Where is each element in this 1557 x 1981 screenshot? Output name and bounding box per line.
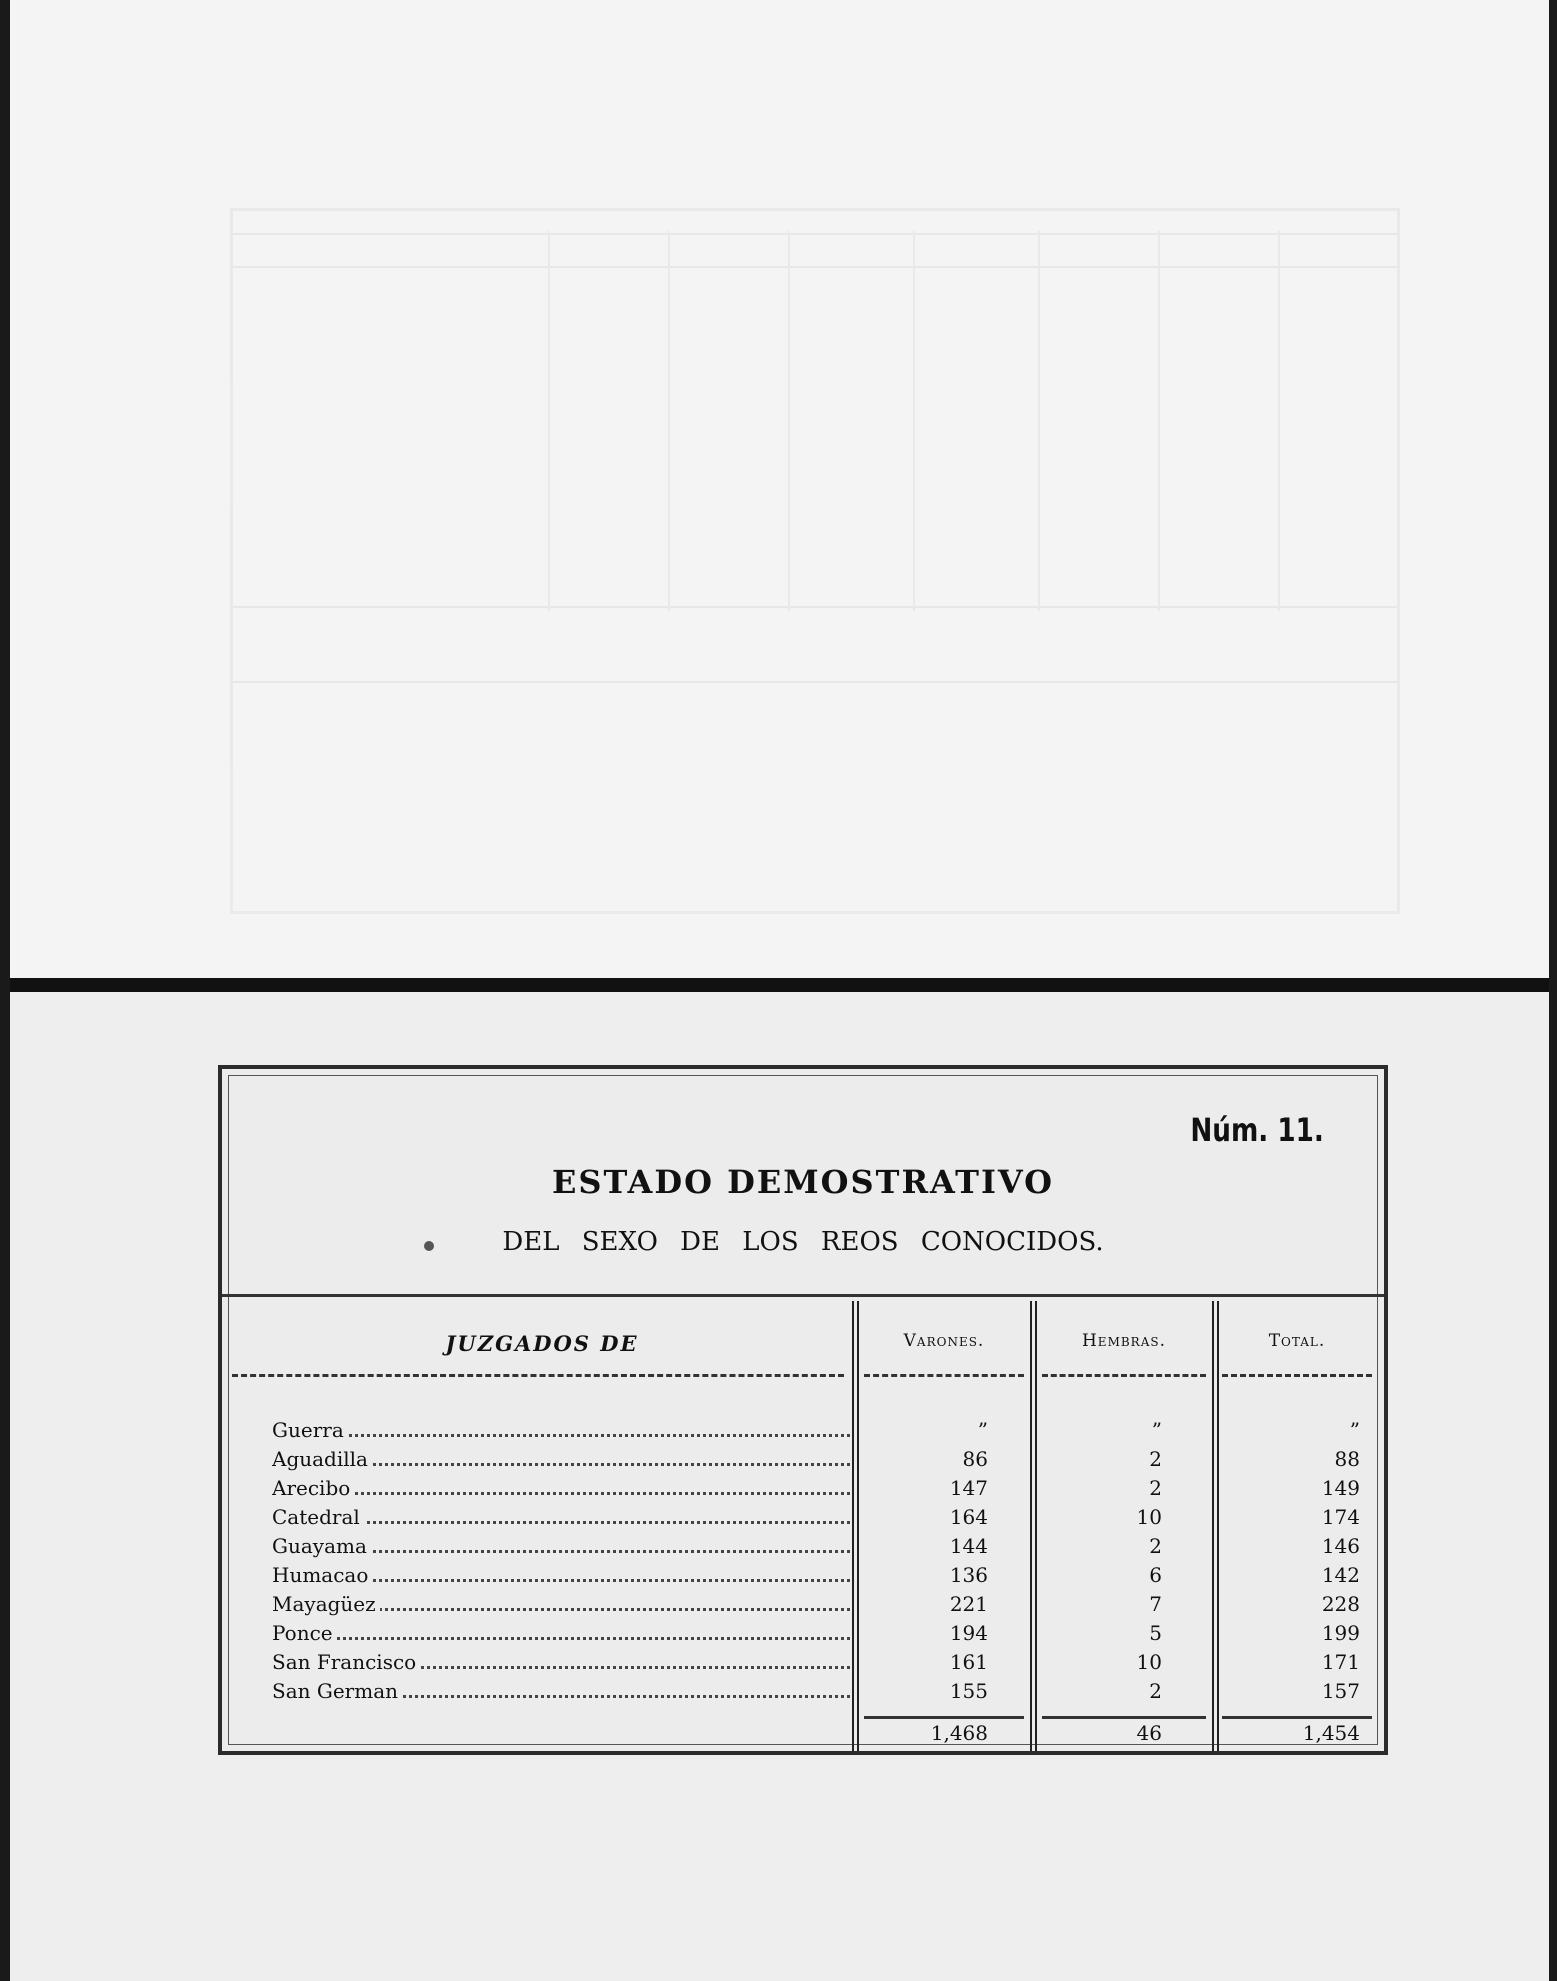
- hembras-value: 2: [1149, 1447, 1162, 1471]
- juzgado-name: Mayagüez: [272, 1592, 380, 1616]
- header-total: Total.: [1268, 1331, 1326, 1351]
- table-row: [272, 1561, 850, 1590]
- juzgado-name: San German: [272, 1679, 402, 1703]
- header-hembras: Hembras.: [1081, 1331, 1167, 1351]
- table-row: [272, 1532, 850, 1561]
- total-value: 171: [1321, 1650, 1360, 1674]
- header-varones: Varones.: [903, 1331, 985, 1351]
- upper-page: [8, 0, 1550, 980]
- table-row: [272, 1416, 850, 1445]
- table-row: [272, 1503, 850, 1532]
- sum-varones: 1,468: [930, 1721, 988, 1745]
- header-rule: [222, 1294, 1384, 1297]
- ditto-mark: ”: [1151, 1418, 1162, 1442]
- scan-edge-left: [0, 0, 10, 1981]
- hembras-value: 2: [1149, 1534, 1162, 1558]
- table-number: Núm. 11.: [1190, 1111, 1324, 1149]
- varones-value: 161: [949, 1650, 988, 1674]
- table-frame: [218, 1065, 1388, 1755]
- table-row: [272, 1590, 850, 1619]
- header-juzgados: JUZGADOS DE: [445, 1331, 639, 1356]
- juzgado-name: Aguadilla: [272, 1447, 372, 1471]
- total-value: 157: [1321, 1679, 1360, 1703]
- juzgado-name: Humacao: [272, 1563, 372, 1587]
- table-row: [272, 1648, 850, 1677]
- hembras-column: [1102, 1416, 1162, 1706]
- hembras-value: 10: [1136, 1650, 1162, 1674]
- ditto-mark: ”: [1349, 1418, 1360, 1442]
- column-divider: [1212, 1301, 1214, 1751]
- varones-value: 194: [949, 1621, 988, 1645]
- juzgado-name: Catedral: [272, 1505, 364, 1529]
- total-value: 199: [1321, 1621, 1360, 1645]
- sum-total: 1,454: [1302, 1721, 1360, 1745]
- table-subtitle: DEL SEXO DE LOS REOS CONOCIDOS.: [502, 1227, 1104, 1257]
- juzgado-name: Guayama: [272, 1534, 371, 1558]
- page-divider: [0, 978, 1557, 992]
- total-column: [1282, 1416, 1360, 1706]
- varones-value: 221: [949, 1592, 988, 1616]
- varones-column: [912, 1416, 988, 1706]
- varones-value: 86: [962, 1447, 988, 1471]
- varones-value: 144: [949, 1534, 988, 1558]
- sum-rule: [1042, 1716, 1206, 1719]
- varones-value: 136: [949, 1563, 988, 1587]
- column-divider: [852, 1301, 854, 1751]
- varones-value: 155: [949, 1679, 988, 1703]
- juzgado-name: Guerra: [272, 1418, 348, 1442]
- hembras-value: 2: [1149, 1476, 1162, 1500]
- header-underline: [1042, 1374, 1206, 1377]
- header-underline: [232, 1374, 844, 1377]
- total-value: 149: [1321, 1476, 1360, 1500]
- varones-value: 147: [949, 1476, 988, 1500]
- sum-rule: [1222, 1716, 1372, 1719]
- hembras-value: 6: [1149, 1563, 1162, 1587]
- hembras-value: 5: [1149, 1621, 1162, 1645]
- juzgado-name: Arecibo: [272, 1476, 354, 1500]
- table-row: [272, 1445, 850, 1474]
- scan-edge-right: [1549, 0, 1557, 1981]
- hembras-value: 10: [1136, 1505, 1162, 1529]
- total-value: 88: [1334, 1447, 1360, 1471]
- table-title: ESTADO DEMOSTRATIVO: [551, 1163, 1055, 1201]
- sum-hembras: 46: [1136, 1721, 1162, 1745]
- bleed-through-table: [230, 208, 1400, 914]
- varones-value: 164: [949, 1505, 988, 1529]
- header-underline: [864, 1374, 1024, 1377]
- juzgado-name: San Francisco: [272, 1650, 420, 1674]
- hembras-value: 2: [1149, 1679, 1162, 1703]
- total-value: 146: [1321, 1534, 1360, 1558]
- total-value: 142: [1321, 1563, 1360, 1587]
- juzgado-list: [272, 1416, 850, 1706]
- table-row: [272, 1677, 850, 1706]
- column-divider: [1030, 1301, 1032, 1751]
- juzgado-name: Ponce: [272, 1621, 337, 1645]
- total-value: 174: [1321, 1505, 1360, 1529]
- ditto-mark: ”: [977, 1418, 988, 1442]
- total-value: 228: [1321, 1592, 1360, 1616]
- hembras-value: 7: [1149, 1592, 1162, 1616]
- header-underline: [1222, 1374, 1372, 1377]
- table-row: [272, 1474, 850, 1503]
- sum-rule: [864, 1716, 1024, 1719]
- table-row: [272, 1619, 850, 1648]
